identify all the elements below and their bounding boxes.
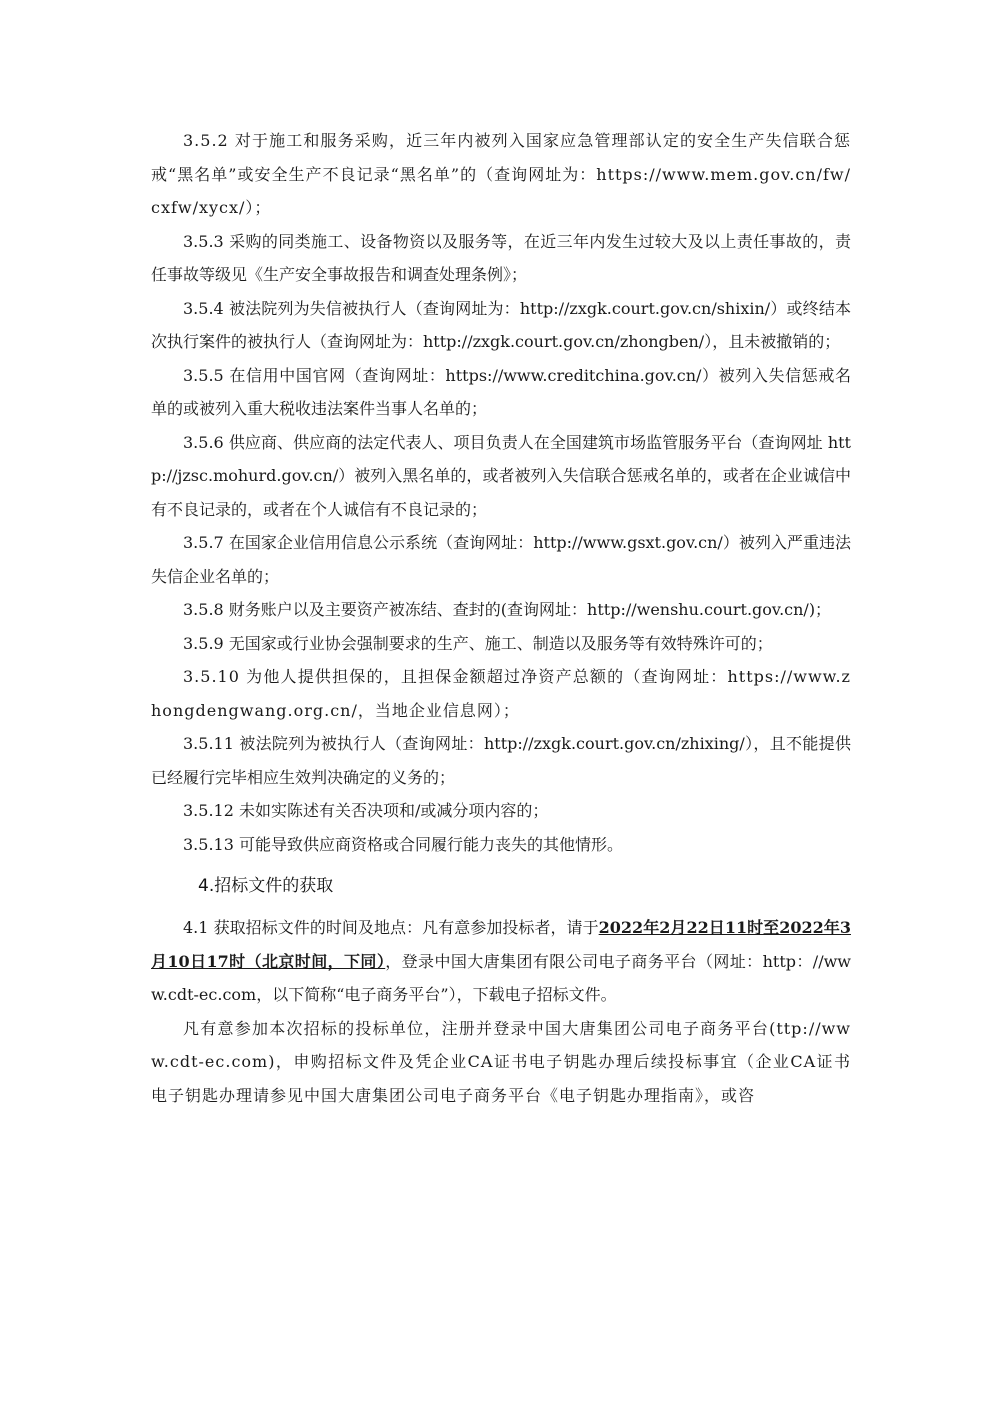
- clause-3-5-10: 3.5.10 为他人提供担保的，且担保金额超过净资产总额的（查询网址：https://www.zhongdengwang.org.cn/，当地企业信息网）；: [151, 667, 851, 720]
- clause-3-5-4: 3.5.4 被法院列为失信被执行人（查询网址为：http://zxgk.court.gov.cn/shixin/）或终结本次执行案件的被执行人（查询网址为：http://zxgk.court.gov.cn/zhongben/），且未被撤销的；: [151, 298, 851, 351]
- clause-3-5-13: 3.5.13 可能导致供应商资格或合同履行能力丧失的其他情形。: [183, 834, 623, 854]
- document-body: [151, 124, 851, 1112]
- clause-3-5-2: 3.5.2 对于施工和服务采购，近三年内被列入国家应急管理部认定的安全生产失信联合惩戒“黑名单”或安全生产不良记录“黑名单”的（查询网址为：https://www.mem.gov.cn/fw/cxfw/xycx/）；: [151, 131, 851, 217]
- clause-3-5-8: 3.5.8 财务账户以及主要资产被冻结、查封的(查询网址：http://wenshu.court.gov.cn/)；: [183, 600, 832, 619]
- clause-3-5-5: 3.5.5 在信用中国官网（查询网址：https://www.creditchina.gov.cn/）被列入失信惩戒名单的或被列入重大税收违法案件当事人名单的；: [151, 365, 851, 418]
- clause-3-5-3: 3.5.3 采购的同类施工、设备物资以及服务等，在近三年内发生过较大及以上责任事故的，责任事故等级见《生产安全事故报告和调查处理条例》；: [151, 231, 851, 284]
- clause-3-5-7: 3.5.7 在国家企业信用信息公示系统（查询网址：http://www.gsxt.gov.cn/）被列入严重违法失信企业名单的；: [151, 533, 851, 586]
- clause-3-5-9: 3.5.9 无国家或行业协会强制要求的生产、施工、制造以及服务等有效特殊许可的；: [183, 633, 773, 653]
- clause-4-1: [151, 911, 851, 1012]
- clause-4-registration: 凡有意参加本次招标的投标单位，注册并登录中国大唐集团公司电子商务平台(ttp://www.cdt-ec.com)，申购招标文件及凭企业CA证书电子钥匙办理后续投标事宜（企业CA证书电子钥匙办理请参见中国大唐集团公司电子商务平台《电子钥匙办理指南》，或咨: [151, 1018, 851, 1105]
- clause-4-1-prefix: 4.1 获取招标文件的时间及地点：凡有意参加投标者，请于: [183, 918, 599, 937]
- clause-3-5-11: 3.5.11 被法院列为被执行人（查询网址：http://zxgk.court.gov.cn/zhixing/），且不能提供已经履行完毕相应生效判决确定的义务的；: [151, 734, 851, 787]
- section-4-heading: 4.招标文件的获取: [198, 876, 334, 896]
- clause-4-1-time-window: 2022年2月22日11时至2022年3月10日17时（北京时间，下同）: [151, 918, 851, 971]
- clause-4-1-suffix: ，登录中国大唐集团有限公司电子商务平台（网址：http：//www.cdt-ec.com，以下简称“电子商务平台”），下载电子招标文件。: [151, 951, 851, 1004]
- clause-3-5-6: 3.5.6 供应商、供应商的法定代表人、项目负责人在全国建筑市场监管服务平台（查询网址 http://jzsc.mohurd.gov.cn/）被列入黑名单的，或者被列入失信联合惩戒名单的，或者在企业诚信中有不良记录的，或者在个人诚信有不良记录的；: [151, 432, 851, 519]
- clause-3-5-12: 3.5.12 未如实陈述有关否决项和/或减分项内容的；: [183, 801, 549, 820]
